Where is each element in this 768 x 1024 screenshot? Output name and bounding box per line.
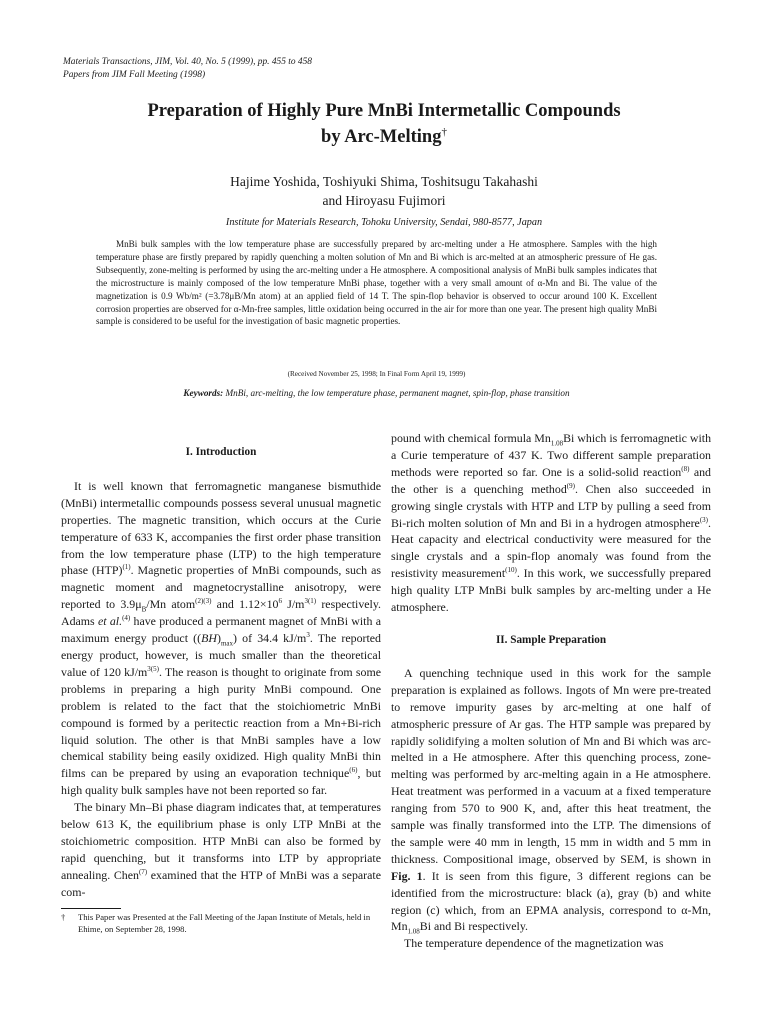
section-heading-sample-preparation: II. Sample Preparation <box>495 633 607 646</box>
authors-line-1: Hajime Yoshida, Toshiyuki Shima, Toshitsugu Takahashi <box>230 174 538 189</box>
received-dates: (Received November 25, 1998; In Final Form April 19, 1999) <box>287 370 466 378</box>
footnote-mark: † <box>61 912 66 922</box>
journal-header <box>63 56 312 82</box>
keywords-label: Keywords: <box>183 388 224 398</box>
footnote-text: This Paper was Presented at the Fall Meeting of the Japan Institute of Metals, held in Ehime, on September 28, 1998. <box>78 912 371 934</box>
sample-paragraph-2: The temperature dependence of the magnetization was <box>404 936 664 951</box>
title-line-2: by Arc-Melting† <box>321 125 447 147</box>
right-column <box>391 430 711 952</box>
journal-citation: Materials Transactions, JIM, Vol. 40, No. 5 (1999), pp. 455 to 458 <box>63 57 312 67</box>
section-heading-introduction: I. Introduction <box>185 446 257 458</box>
author-list <box>40 172 728 210</box>
keywords <box>96 388 657 398</box>
intro-paragraph-continued: pound with chemical formula $Mn_{1.08}Bi$ which is ferromagnetic with a Curie temperature of 437 K. Two different sample preparation methods were reported so far. One is a solid-solid reaction$^{(8)}$ and the other is a quenching method$^{(9)}$. Chen also succeeded in growing single crystals with HTP and LTP by pulling a seed from Bi-rich molten solution of Mn and Bi in a hydrogen atmosphere$^{(3)}$. Heat capacity and electrical conductivity were measured for the single crystals and a spin-flop anomaly was found from the resistivity measurement$^{(10)}$. In this work, we successfully prepared high quality LTP MnBi bulk samples by arc-melting under a He atmosphere. <box>391 431 712 615</box>
sample-paragraph-1: A quenching technique used in this work for the sample preparation is explained as follows. Ingots of Mn were pre-treated to remove impurity gases by arc-melting at one half of atmospheric pressure of Ar gas. The HTP sample was prepared by rapidly solidifying a molten solution of Mn and Bi which was arc-melted in a He atmosphere. After this quenching process, zone-melting was performed by arc-melting again in a He atmosphere. Heat treatment was performed in a vacuum at a fixed temperature ranging from 570 to 900 K, and, after this heat treatment, the sample was finally transformed into the LTP. The dimensions of the sample were 40 mm in length, 15 mm in width and 5 mm in thickness. Compositional image, observed by SEM, is shown in Fig. 1. It is seen from this figure, 3 different regions can be identified from the microstructure: black (a), gray (b) and white region (c) which, from an EPMA analysis, correspond to α-Mn, $Mn_{1.08}Bi$ and Bi respectively. <box>391 665 712 936</box>
intro-paragraph-1: It is well known that ferromagnetic manganese bismuthide (MnBi) intermetallic compounds possess several unusual magnetic properties. The magnetic transition, which occurs at the Curie temperature of 633 K, accompanies the first order phase transition from the low temperature phase (LTP) to the high temperature phase (HTP)$^{(1)}$. Magnetic properties of MnBi compounds, such as magnetic moment and magnetocrystalline anisotropy, were reported to $3.9\mu_B/Mn$ atom$^{(2)(3)}$ and $1.12\times 10^6$ $J/m^{3(1)}$ respectively. Adams et al.$^{(4)}$ have produced a permanent magnet of MnBi with a maximum energy product $((BH)_{max})$ of 34.4 $kJ/m^3$. The reported energy product, however, is much smaller than the theoretical value of 120 $kJ/m^{3(5)}$. The reason is thought to originate from some problems in preparing a high purity MnBi compound. One problem is related to the fact that the stoichiometric MnBi compound is formed by a peritectic reaction from a Mn+Bi-rich liquid solution. The other is that MnBi samples have a low chemical stability being easily oxidized. High quality MnBi thin films can be prepared by using an evaporation technique$^{(6)}$, but high quality bulk samples have not been reported so far. <box>61 478 382 798</box>
abstract: MnBi bulk samples with the low temperature phase are successfully prepared by arc-melting under a He atmosphere. Samples with the high temperature phase are firstly prepared by rapidly quenching a molten solution of Mn and Bi which is arc-melted at an atmospheric pressure of He gas. Subsequently, zone-melting is performed by using the arc-melting under a He atmosphere. A compositional analysis of MnBi bulk samples indicates that the microstructure is mainly composed of the low temperature MnBi phase, together with a very small amount of α-Mn and Bi. The value of the magnetization is 0.9 Wb/m² (=3.78μB/Mn atom) at an applied field of 14 T. The spin-flop behavior is observed to occur around 100 K. Excellent corrosion properties are observed for α-Mn-free samples, little oxidation being occurred in the air for more than one year. The present high quality MnBi sample is considered to be useful for the investigation of basic magnetic properties. <box>96 239 657 327</box>
intro-paragraph-2: The binary Mn–Bi phase diagram indicates that, at temperatures below 613 K, the equilibrium phase is only LTP MnBi at the stoichiometric composition. HTP MnBi can also be formed by rapid quenching, but it transforms into LTP by appropriate annealing. Chen$^{(7)}$ examined that the HTP of MnBi was a separate com- <box>61 800 381 899</box>
keywords-list: MnBi, arc-melting, the low temperature phase, permanent magnet, spin-flop, phase transition <box>225 388 570 398</box>
affiliation: Institute for Materials Research, Tohoku University, Sendai, 980-8577, Japan <box>225 217 543 228</box>
footnote <box>61 911 381 935</box>
authors-line-2: and Hiroyasu Fujimori <box>322 193 446 208</box>
title-line-1: Preparation of Highly Pure MnBi Intermetallic Compounds <box>147 101 621 121</box>
footnote-rule <box>61 908 121 909</box>
left-column <box>61 430 381 901</box>
paper-title <box>40 98 728 150</box>
journal-subtitle: Papers from JIM Fall Meeting (1998) <box>63 70 206 80</box>
figure-1-reference: Fig. 1 <box>391 868 423 883</box>
title-footnote-mark: † <box>441 125 447 138</box>
